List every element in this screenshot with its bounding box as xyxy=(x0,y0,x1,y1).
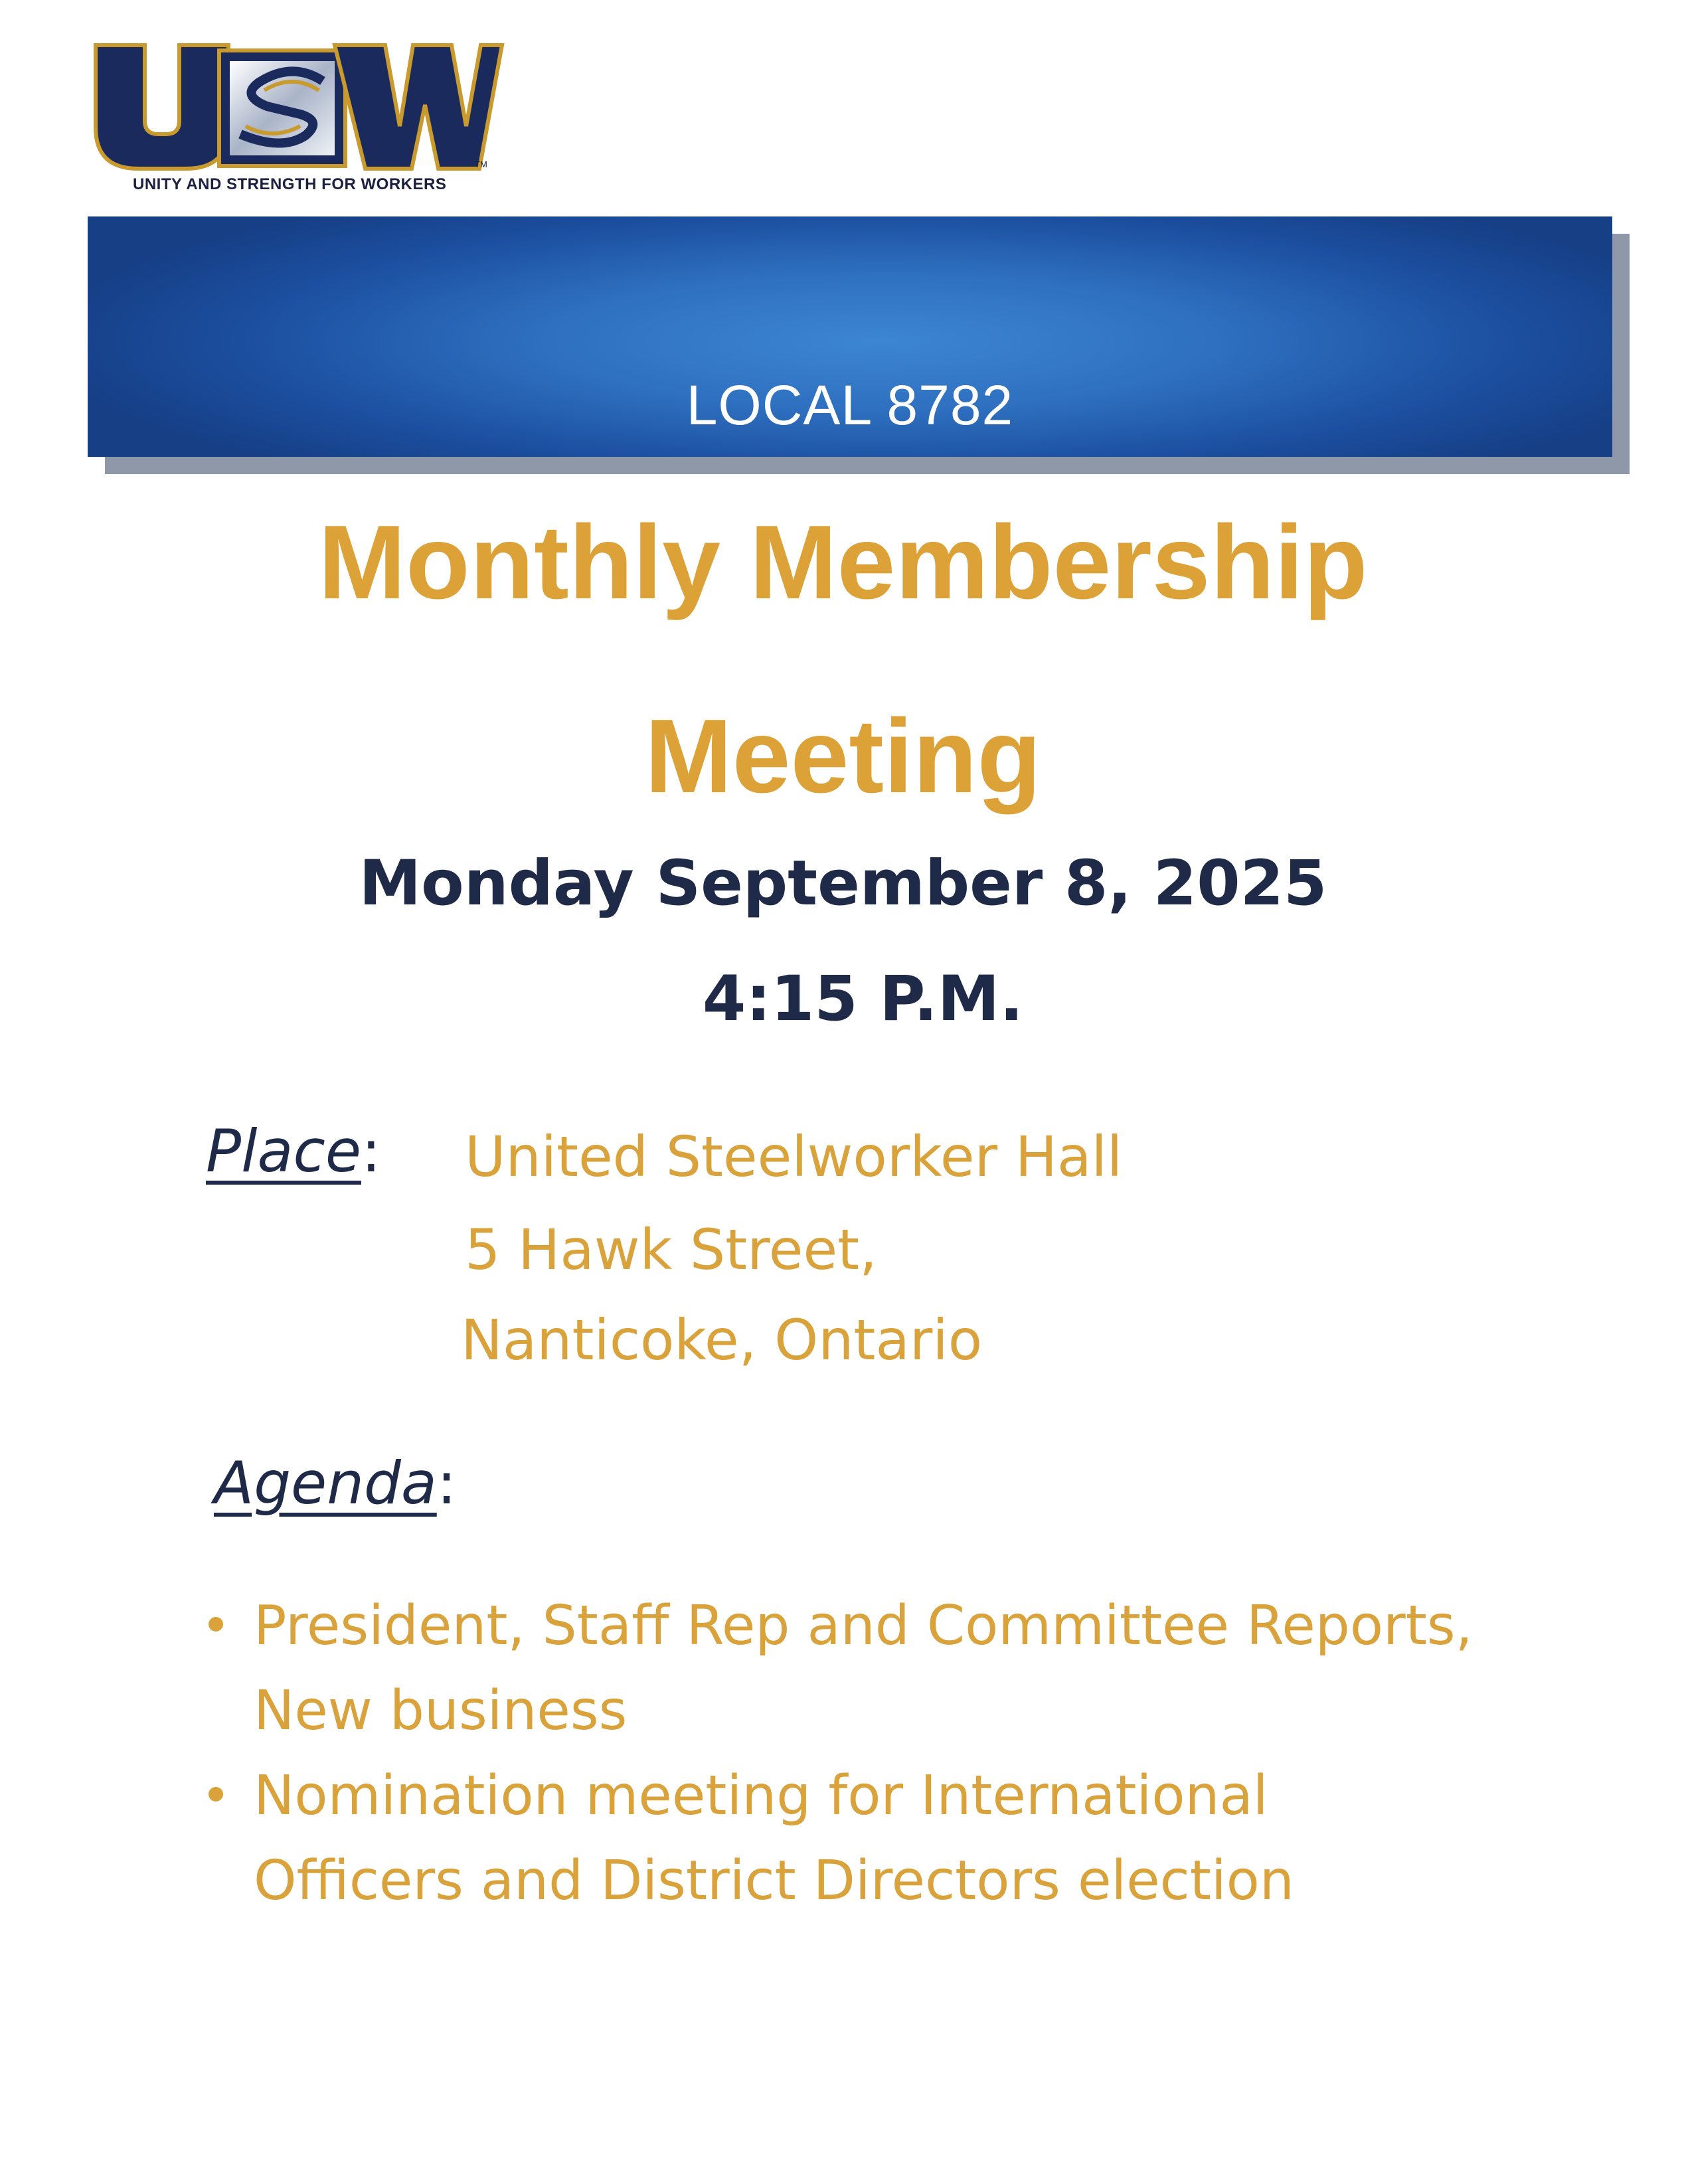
address-line-venue: United Steelworker Hall xyxy=(465,1124,1123,1189)
meeting-date: Monday September 8, 2025 xyxy=(359,847,1327,920)
meeting-time: 4:15 P.M. xyxy=(702,963,1024,1035)
address-line-street: 5 Hawk Street, xyxy=(465,1217,877,1282)
place-label: Place xyxy=(206,1117,361,1185)
agenda-list xyxy=(199,1584,1494,1924)
meeting-title-line-2: Meeting xyxy=(645,698,1041,815)
local-number: LOCAL 8782 xyxy=(686,374,1014,436)
agenda-item xyxy=(199,1584,1494,1754)
trademark-mark: TM xyxy=(475,159,487,169)
agenda-label: Agenda xyxy=(214,1449,437,1517)
meeting-title-line-1: Monthly Membership xyxy=(318,504,1368,621)
bullet-icon xyxy=(209,1787,223,1802)
usw-logo-mark xyxy=(93,41,505,174)
place-heading: Place: xyxy=(206,1117,381,1185)
local-banner xyxy=(88,216,1612,457)
logo-tagline: UNITY AND STRENGTH FOR WORKERS xyxy=(133,175,447,193)
address-line-city: Nanticoke, Ontario xyxy=(461,1307,983,1373)
agenda-heading: Agenda: xyxy=(214,1449,457,1517)
usw-logo xyxy=(93,41,518,201)
agenda-item-text: Nomination meeting for International Officers and District Directors election xyxy=(254,1764,1294,1912)
agenda-item-text: President, Staff Rep and Committee Reports, New business xyxy=(254,1594,1473,1742)
bullet-icon xyxy=(209,1617,223,1632)
agenda-item xyxy=(199,1754,1494,1924)
